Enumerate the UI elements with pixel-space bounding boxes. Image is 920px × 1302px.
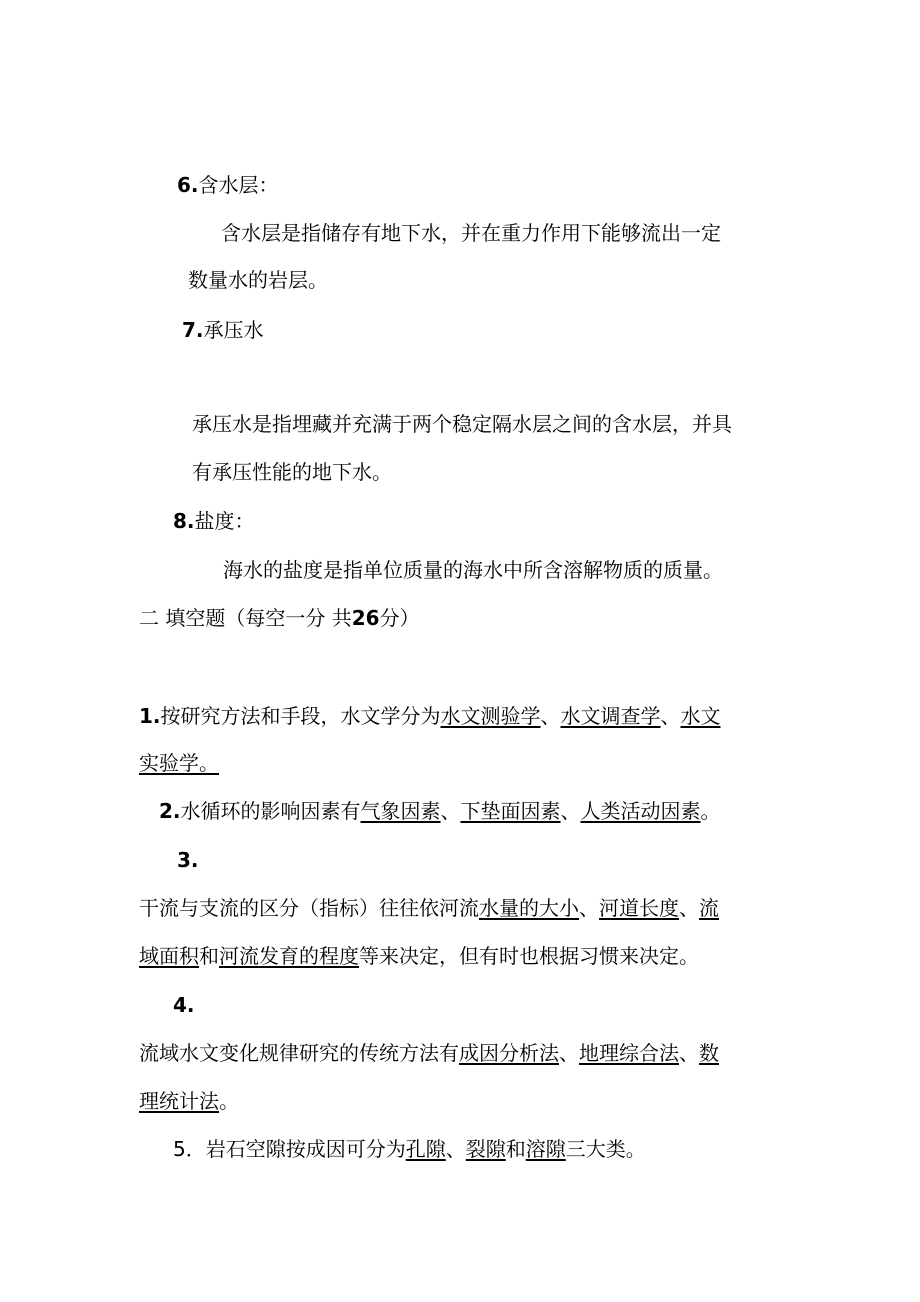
question-4-answer-2: 地理综合法: [579, 1041, 679, 1065]
question-1-answer-3-part1: 水文: [680, 704, 721, 728]
question-5-text-end: 三大类。: [565, 1137, 646, 1161]
question-4-answer-3-part2: 理统计法: [139, 1089, 219, 1113]
question-1-text: 按研究方法和手段，水文学分为: [160, 704, 441, 728]
question-3-text: 干流与支流的区分（指标）往往依河流: [139, 896, 479, 920]
question-3-line1: [139, 894, 719, 922]
question-3-text-end: 等来决定，但有时也根据习惯来决定。: [359, 944, 699, 968]
question-2-answer-2: 下垫面因素: [460, 799, 561, 823]
question-3-answer-4: 河流发育的程度: [219, 944, 359, 968]
section-2-title-suffix: 分）: [379, 606, 420, 630]
question-2-answer-3: 人类活动因素: [580, 799, 701, 823]
definition-8-term: 盐度：: [194, 509, 255, 533]
question-4-separator-1: 、: [559, 1041, 579, 1065]
question-5-answer-2: 裂隙: [465, 1137, 506, 1161]
question-1-line2: [139, 749, 219, 777]
question-3-and: 和: [199, 944, 219, 968]
question-4-answer-3-part1: 数: [699, 1041, 719, 1065]
question-3-separator-2: 、: [679, 896, 699, 920]
definition-6-heading: [177, 171, 279, 199]
question-2-separator-2: 、: [560, 799, 581, 823]
question-2-end: 。: [700, 799, 721, 823]
question-3-separator-1: 、: [579, 896, 599, 920]
definition-8-number: 8.: [173, 509, 195, 533]
question-2-separator-1: 、: [440, 799, 461, 823]
question-5-line: [173, 1135, 646, 1163]
question-4-line1: [139, 1039, 719, 1067]
question-3-line2: [139, 942, 699, 970]
question-1-separator-2: 、: [660, 704, 681, 728]
question-2-text: 水循环的影响因素有: [180, 799, 361, 823]
question-4-number: 4.: [173, 993, 195, 1017]
question-3-answer-2: 河道长度: [599, 896, 679, 920]
question-5-text: 岩石空隙按成因可分为: [205, 1137, 406, 1161]
question-1-separator-1: 、: [540, 704, 561, 728]
definition-6-body-line1: 含水层是指储存有地下水，并在重力作用下能够流出一定: [221, 221, 721, 245]
question-5-and: 和: [505, 1137, 526, 1161]
question-2-line: [159, 797, 721, 825]
definition-7-body-line2: 有承压性能的地下水。: [192, 460, 392, 484]
section-2-title-prefix: 二 填空题（每空一分 共: [139, 606, 352, 630]
section-2-title: [139, 604, 420, 632]
definition-6-body-line2: 数量水的岩层。: [188, 268, 328, 292]
definition-6-term: 含水层：: [198, 173, 279, 197]
section-2-title-score: 26: [351, 606, 380, 630]
definition-8-body: 海水的盐度是指单位质量的海水中所含溶解物质的质量。: [223, 558, 723, 582]
definition-6-number: 6.: [177, 173, 199, 197]
question-5-separator-1: 、: [445, 1137, 466, 1161]
question-4-text: 流域水文变化规律研究的传统方法有: [139, 1041, 459, 1065]
question-5-number: 5．: [173, 1137, 206, 1161]
question-1-number: 1.: [139, 704, 161, 728]
question-1-answer-2: 水文调查学: [560, 704, 661, 728]
question-3-answer-1: 水量的大小: [479, 896, 579, 920]
question-3-answer-3-part1: 流: [699, 896, 719, 920]
definition-8-heading: [173, 507, 255, 535]
question-1-answer-1: 水文测验学: [440, 704, 541, 728]
question-1-answer-3-part2: 实验学。: [139, 751, 219, 775]
question-2-answer-1: 气象因素: [360, 799, 441, 823]
definition-7-term: 承压水: [203, 318, 264, 342]
question-4-separator-2: 、: [679, 1041, 699, 1065]
question-4-line2: [139, 1087, 239, 1115]
question-1-line1: [139, 702, 721, 730]
question-2-number: 2.: [159, 799, 181, 823]
definition-7-body-line1: 承压水是指埋藏并充满于两个稳定隔水层之间的含水层，并具: [192, 412, 732, 436]
question-3-number: 3.: [177, 848, 199, 872]
question-5-answer-3: 溶隙: [525, 1137, 566, 1161]
definition-7-number: 7.: [182, 318, 204, 342]
question-5-answer-1: 孔隙: [405, 1137, 446, 1161]
question-3-answer-3-part2: 域面积: [139, 944, 199, 968]
question-4-end: 。: [219, 1089, 239, 1113]
question-4-answer-1: 成因分析法: [459, 1041, 559, 1065]
definition-7-heading: [182, 316, 264, 344]
